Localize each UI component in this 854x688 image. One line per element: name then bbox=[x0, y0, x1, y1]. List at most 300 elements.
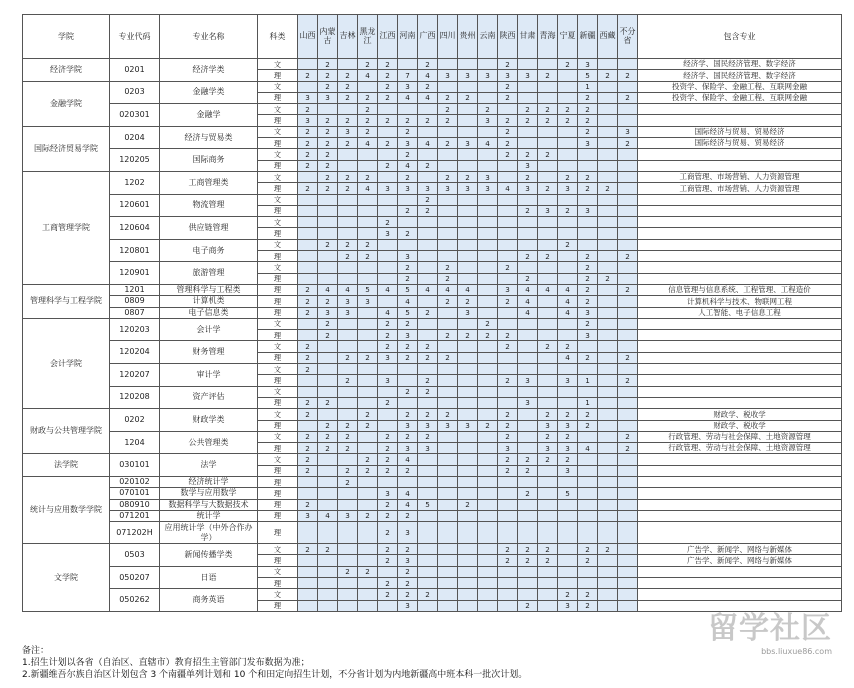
quota-cell: 2 bbox=[578, 296, 598, 307]
category-cell: 理 bbox=[258, 420, 298, 431]
category-cell: 文 bbox=[258, 454, 298, 465]
quota-cell bbox=[298, 318, 318, 329]
header-province: 不分省 bbox=[618, 15, 638, 59]
quota-cell: 3 bbox=[418, 420, 438, 431]
quota-cell: 4 bbox=[518, 296, 538, 307]
quota-cell bbox=[478, 284, 498, 295]
quota-cell bbox=[358, 600, 378, 611]
quota-cell bbox=[338, 228, 358, 239]
quota-cell bbox=[618, 160, 638, 171]
quota-cell: 2 bbox=[498, 59, 518, 70]
quota-cell bbox=[418, 330, 438, 341]
quota-cell bbox=[498, 318, 518, 329]
quota-cell: 2 bbox=[398, 431, 418, 442]
college-name: 经济学院 bbox=[23, 59, 110, 82]
quota-cell bbox=[338, 205, 358, 216]
quota-cell: 2 bbox=[398, 149, 418, 160]
quota-cell: 2 bbox=[398, 352, 418, 363]
quota-cell bbox=[478, 92, 498, 103]
quota-cell bbox=[578, 522, 598, 544]
category-cell: 文 bbox=[258, 589, 298, 600]
quota-cell bbox=[338, 149, 358, 160]
quota-cell bbox=[358, 160, 378, 171]
includes-cell bbox=[638, 352, 842, 363]
quota-cell bbox=[558, 386, 578, 397]
quota-cell bbox=[578, 239, 598, 250]
quota-cell: 2 bbox=[438, 92, 458, 103]
quota-cell bbox=[578, 149, 598, 160]
quota-cell bbox=[498, 476, 518, 487]
quota-cell: 2 bbox=[318, 397, 338, 408]
quota-cell bbox=[418, 296, 438, 307]
header-province: 河南 bbox=[398, 15, 418, 59]
quota-cell bbox=[298, 476, 318, 487]
quota-cell: 3 bbox=[438, 183, 458, 194]
quota-cell bbox=[618, 555, 638, 566]
quota-cell bbox=[518, 341, 538, 352]
quota-cell: 2 bbox=[378, 397, 398, 408]
quota-cell bbox=[418, 454, 438, 465]
quota-cell bbox=[378, 476, 398, 487]
quota-cell: 2 bbox=[438, 296, 458, 307]
quota-cell: 2 bbox=[378, 443, 398, 454]
quota-cell bbox=[558, 70, 578, 81]
quota-cell bbox=[458, 104, 478, 115]
includes-cell bbox=[638, 341, 842, 352]
table-row bbox=[23, 341, 842, 352]
major-code: 071201 bbox=[110, 510, 160, 521]
quota-cell: 2 bbox=[538, 544, 558, 555]
category-cell: 文 bbox=[258, 386, 298, 397]
quota-cell: 2 bbox=[578, 352, 598, 363]
quota-cell: 2 bbox=[558, 59, 578, 70]
quota-cell: 3 bbox=[378, 375, 398, 386]
category-cell: 文 bbox=[258, 544, 298, 555]
major-code: 020301 bbox=[110, 104, 160, 127]
header-province: 贵州 bbox=[458, 15, 478, 59]
major-name: 国际商务 bbox=[160, 149, 258, 172]
quota-cell: 2 bbox=[398, 115, 418, 126]
table-row bbox=[23, 239, 842, 250]
header-major: 专业名称 bbox=[160, 15, 258, 59]
quota-cell: 3 bbox=[438, 420, 458, 431]
quota-cell bbox=[538, 307, 558, 318]
quota-cell bbox=[598, 386, 618, 397]
includes-cell: 经济学、国民经济管理、数字经济 bbox=[638, 59, 842, 70]
quota-cell bbox=[598, 555, 618, 566]
header-college: 学院 bbox=[23, 15, 110, 59]
quota-cell bbox=[338, 397, 358, 408]
college-name: 工商管理学院 bbox=[23, 171, 110, 284]
quota-cell: 2 bbox=[338, 476, 358, 487]
quota-cell: 2 bbox=[558, 205, 578, 216]
quota-cell: 3 bbox=[558, 465, 578, 476]
quota-cell bbox=[378, 239, 398, 250]
quota-cell bbox=[518, 443, 538, 454]
quota-cell bbox=[418, 555, 438, 566]
quota-cell: 2 bbox=[438, 352, 458, 363]
quota-cell bbox=[598, 578, 618, 589]
quota-cell bbox=[418, 476, 438, 487]
includes-cell: 财政学、税收学 bbox=[638, 409, 842, 420]
quota-cell bbox=[598, 454, 618, 465]
quota-cell bbox=[618, 115, 638, 126]
header-province: 黑龙江 bbox=[358, 15, 378, 59]
major-name: 经济学类 bbox=[160, 59, 258, 82]
quota-cell: 2 bbox=[318, 443, 338, 454]
table-row bbox=[23, 284, 842, 295]
quota-cell bbox=[558, 217, 578, 228]
quota-cell: 4 bbox=[398, 296, 418, 307]
quota-cell bbox=[538, 194, 558, 205]
quota-cell: 2 bbox=[618, 352, 638, 363]
quota-cell: 3 bbox=[478, 70, 498, 81]
quota-cell bbox=[418, 239, 438, 250]
quota-cell: 2 bbox=[538, 104, 558, 115]
quota-cell bbox=[458, 443, 478, 454]
quota-cell bbox=[298, 578, 318, 589]
quota-cell bbox=[318, 578, 338, 589]
quota-cell: 4 bbox=[318, 284, 338, 295]
quota-cell: 2 bbox=[298, 126, 318, 137]
quota-cell: 1 bbox=[578, 81, 598, 92]
quota-cell bbox=[578, 488, 598, 499]
quota-cell: 2 bbox=[498, 544, 518, 555]
quota-cell: 4 bbox=[558, 284, 578, 295]
quota-cell: 2 bbox=[338, 171, 358, 182]
quota-cell bbox=[298, 386, 318, 397]
quota-cell bbox=[618, 341, 638, 352]
quota-cell: 4 bbox=[378, 284, 398, 295]
quota-cell bbox=[338, 409, 358, 420]
quota-cell bbox=[618, 488, 638, 499]
quota-cell bbox=[378, 205, 398, 216]
quota-cell: 2 bbox=[538, 149, 558, 160]
quota-cell bbox=[498, 251, 518, 262]
watermark-logo bbox=[708, 603, 832, 656]
table-row bbox=[23, 510, 842, 521]
quota-cell: 4 bbox=[398, 160, 418, 171]
quota-cell: 4 bbox=[558, 307, 578, 318]
major-code: 0202 bbox=[110, 409, 160, 432]
quota-cell bbox=[618, 454, 638, 465]
quota-cell: 2 bbox=[398, 386, 418, 397]
quota-cell bbox=[618, 171, 638, 182]
quota-cell bbox=[458, 476, 478, 487]
category-cell: 文 bbox=[258, 126, 298, 137]
quota-cell bbox=[398, 364, 418, 375]
category-cell: 理 bbox=[258, 510, 298, 521]
quota-cell bbox=[618, 330, 638, 341]
quota-cell bbox=[598, 488, 618, 499]
quota-cell: 2 bbox=[358, 566, 378, 577]
quota-cell bbox=[598, 194, 618, 205]
quota-cell: 2 bbox=[338, 431, 358, 442]
quota-cell bbox=[598, 284, 618, 295]
quota-cell: 2 bbox=[398, 589, 418, 600]
quota-cell bbox=[518, 217, 538, 228]
major-code: 070101 bbox=[110, 488, 160, 499]
category-cell: 理 bbox=[258, 465, 298, 476]
quota-cell bbox=[478, 364, 498, 375]
quota-cell bbox=[598, 228, 618, 239]
quota-cell: 2 bbox=[438, 409, 458, 420]
category-cell: 文 bbox=[258, 364, 298, 375]
quota-cell bbox=[318, 217, 338, 228]
quota-cell bbox=[578, 499, 598, 510]
quota-cell bbox=[558, 81, 578, 92]
quota-cell: 2 bbox=[618, 431, 638, 442]
quota-cell bbox=[338, 341, 358, 352]
major-code: 0201 bbox=[110, 59, 160, 82]
category-cell: 文 bbox=[258, 194, 298, 205]
quota-cell bbox=[478, 217, 498, 228]
quota-cell bbox=[618, 104, 638, 115]
quota-cell: 2 bbox=[538, 341, 558, 352]
college-name: 管理科学与工程学院 bbox=[23, 284, 110, 318]
quota-cell bbox=[518, 92, 538, 103]
quota-cell bbox=[518, 386, 538, 397]
quota-cell bbox=[298, 330, 318, 341]
quota-cell bbox=[518, 228, 538, 239]
category-cell: 理 bbox=[258, 160, 298, 171]
major-code: 1201 bbox=[110, 284, 160, 295]
category-cell: 理 bbox=[258, 205, 298, 216]
major-name: 财务管理 bbox=[160, 341, 258, 364]
quota-cell bbox=[498, 239, 518, 250]
quota-cell bbox=[478, 488, 498, 499]
table-row bbox=[23, 488, 842, 499]
quota-cell bbox=[498, 364, 518, 375]
quota-cell bbox=[618, 228, 638, 239]
quota-cell: 2 bbox=[598, 183, 618, 194]
quota-cell: 2 bbox=[358, 239, 378, 250]
quota-cell bbox=[538, 239, 558, 250]
quota-cell: 2 bbox=[498, 92, 518, 103]
quota-cell: 2 bbox=[298, 70, 318, 81]
table-row bbox=[23, 364, 842, 375]
includes-cell bbox=[638, 589, 842, 600]
table-row bbox=[23, 499, 842, 510]
quota-cell bbox=[618, 239, 638, 250]
quota-cell bbox=[478, 239, 498, 250]
major-code: 1202 bbox=[110, 171, 160, 194]
quota-cell bbox=[598, 104, 618, 115]
quota-cell bbox=[538, 352, 558, 363]
quota-cell bbox=[318, 341, 338, 352]
quota-cell bbox=[458, 318, 478, 329]
quota-cell bbox=[498, 488, 518, 499]
quota-cell bbox=[318, 251, 338, 262]
major-code: 0807 bbox=[110, 307, 160, 318]
quota-cell: 3 bbox=[458, 307, 478, 318]
quota-cell: 3 bbox=[518, 160, 538, 171]
quota-cell bbox=[558, 228, 578, 239]
major-name: 公共管理类 bbox=[160, 431, 258, 454]
quota-cell bbox=[478, 578, 498, 589]
header-province: 四川 bbox=[438, 15, 458, 59]
quota-cell bbox=[558, 273, 578, 284]
quota-cell bbox=[298, 566, 318, 577]
quota-cell bbox=[318, 600, 338, 611]
quota-cell bbox=[578, 476, 598, 487]
quota-cell: 2 bbox=[558, 409, 578, 420]
quota-cell: 3 bbox=[498, 443, 518, 454]
quota-cell bbox=[438, 160, 458, 171]
quota-cell: 3 bbox=[458, 420, 478, 431]
quota-cell: 2 bbox=[298, 364, 318, 375]
college-name: 法学院 bbox=[23, 454, 110, 477]
quota-cell: 2 bbox=[418, 115, 438, 126]
quota-cell bbox=[418, 228, 438, 239]
quota-cell: 3 bbox=[498, 70, 518, 81]
quota-cell: 2 bbox=[518, 465, 538, 476]
quota-cell bbox=[518, 330, 538, 341]
major-code: 120204 bbox=[110, 341, 160, 364]
quota-cell bbox=[498, 397, 518, 408]
quota-cell: 2 bbox=[378, 544, 398, 555]
category-cell: 理 bbox=[258, 555, 298, 566]
quota-cell bbox=[538, 499, 558, 510]
quota-cell bbox=[458, 217, 478, 228]
quota-cell bbox=[538, 330, 558, 341]
quota-cell: 2 bbox=[538, 115, 558, 126]
quota-cell: 2 bbox=[578, 92, 598, 103]
quota-cell bbox=[438, 454, 458, 465]
quota-cell bbox=[618, 205, 638, 216]
notes-line-1: 1.招生计划以各省（自治区、直辖市）教育招生主管部门发布数据为准； bbox=[22, 658, 310, 668]
quota-cell: 2 bbox=[338, 92, 358, 103]
quota-cell bbox=[578, 341, 598, 352]
quota-cell bbox=[598, 81, 618, 92]
quota-cell bbox=[558, 149, 578, 160]
includes-cell bbox=[638, 488, 842, 499]
quota-cell: 2 bbox=[538, 251, 558, 262]
category-cell: 文 bbox=[258, 171, 298, 182]
header-province: 内蒙古 bbox=[318, 15, 338, 59]
quota-cell bbox=[378, 600, 398, 611]
quota-cell bbox=[358, 555, 378, 566]
major-name: 物流管理 bbox=[160, 194, 258, 217]
quota-cell: 2 bbox=[338, 251, 358, 262]
quota-cell bbox=[438, 488, 458, 499]
quota-cell bbox=[558, 194, 578, 205]
quota-cell bbox=[478, 205, 498, 216]
table-row bbox=[23, 454, 842, 465]
quota-cell: 2 bbox=[298, 544, 318, 555]
quota-cell: 3 bbox=[398, 81, 418, 92]
quota-cell: 2 bbox=[498, 115, 518, 126]
quota-cell bbox=[538, 171, 558, 182]
quota-cell bbox=[458, 364, 478, 375]
quota-cell bbox=[298, 488, 318, 499]
quota-cell: 2 bbox=[298, 138, 318, 149]
quota-cell bbox=[598, 364, 618, 375]
quota-cell: 2 bbox=[478, 104, 498, 115]
quota-cell: 2 bbox=[398, 566, 418, 577]
quota-cell bbox=[298, 205, 318, 216]
major-code: 120801 bbox=[110, 239, 160, 262]
category-cell: 理 bbox=[258, 443, 298, 454]
major-code: 120208 bbox=[110, 386, 160, 409]
category-cell: 文 bbox=[258, 566, 298, 577]
quota-cell bbox=[618, 273, 638, 284]
quota-cell: 4 bbox=[418, 138, 438, 149]
category-cell: 理 bbox=[258, 375, 298, 386]
quota-cell bbox=[558, 397, 578, 408]
quota-cell bbox=[358, 443, 378, 454]
quota-cell bbox=[338, 488, 358, 499]
quota-cell: 3 bbox=[618, 126, 638, 137]
quota-cell bbox=[618, 499, 638, 510]
quota-cell bbox=[438, 59, 458, 70]
quota-cell: 4 bbox=[398, 92, 418, 103]
includes-cell: 投资学、保险学、金融工程、互联网金融 bbox=[638, 92, 842, 103]
quota-cell bbox=[458, 544, 478, 555]
quota-cell: 3 bbox=[518, 183, 538, 194]
quota-cell: 2 bbox=[458, 296, 478, 307]
quota-cell: 2 bbox=[298, 409, 318, 420]
quota-cell: 4 bbox=[318, 510, 338, 521]
category-cell: 理 bbox=[258, 138, 298, 149]
quota-cell bbox=[298, 420, 318, 431]
quota-cell bbox=[438, 600, 458, 611]
quota-cell: 2 bbox=[338, 183, 358, 194]
major-name: 管理科学与工程类 bbox=[160, 284, 258, 295]
major-name: 金融学类 bbox=[160, 81, 258, 104]
includes-cell bbox=[638, 522, 842, 544]
quota-cell bbox=[498, 205, 518, 216]
quota-cell bbox=[598, 341, 618, 352]
quota-cell: 3 bbox=[338, 307, 358, 318]
quota-cell: 3 bbox=[518, 397, 538, 408]
quota-cell bbox=[378, 104, 398, 115]
quota-cell bbox=[538, 81, 558, 92]
quota-cell: 4 bbox=[518, 307, 538, 318]
quota-cell bbox=[438, 386, 458, 397]
quota-cell: 3 bbox=[398, 138, 418, 149]
quota-cell bbox=[598, 420, 618, 431]
quota-cell bbox=[298, 600, 318, 611]
quota-cell bbox=[438, 566, 458, 577]
quota-cell bbox=[358, 522, 378, 544]
quota-cell bbox=[498, 578, 518, 589]
quota-cell bbox=[598, 126, 618, 137]
quota-cell: 2 bbox=[578, 409, 598, 420]
quota-cell: 2 bbox=[618, 92, 638, 103]
quota-cell: 2 bbox=[358, 251, 378, 262]
quota-cell bbox=[318, 488, 338, 499]
header-province: 新疆 bbox=[578, 15, 598, 59]
quota-cell bbox=[438, 239, 458, 250]
quota-cell bbox=[418, 544, 438, 555]
quota-cell bbox=[478, 566, 498, 577]
major-name: 统计学 bbox=[160, 510, 258, 521]
category-cell: 理 bbox=[258, 397, 298, 408]
quota-cell bbox=[478, 251, 498, 262]
major-code: 030101 bbox=[110, 454, 160, 477]
quota-cell bbox=[378, 364, 398, 375]
quota-cell bbox=[418, 600, 438, 611]
quota-cell bbox=[418, 364, 438, 375]
quota-cell bbox=[618, 364, 638, 375]
quota-cell bbox=[338, 262, 358, 273]
quota-cell bbox=[378, 194, 398, 205]
quota-cell bbox=[518, 420, 538, 431]
quota-cell bbox=[438, 251, 458, 262]
quota-cell: 2 bbox=[358, 352, 378, 363]
quota-cell bbox=[478, 126, 498, 137]
